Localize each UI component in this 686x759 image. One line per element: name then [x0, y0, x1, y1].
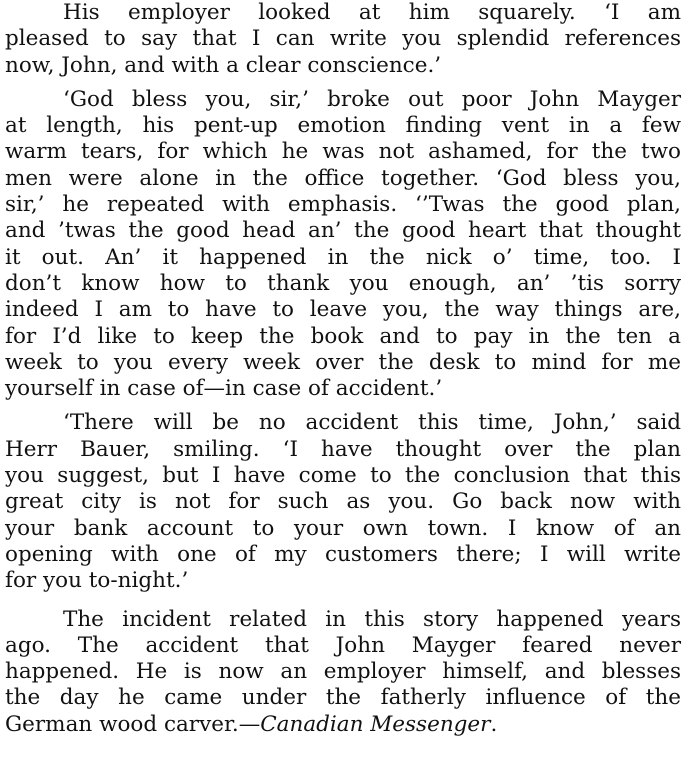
closing-punctuation: . — [490, 711, 498, 737]
text-line: for you to-night.’ — [5, 568, 189, 594]
text-line: your bank account to your own town. I know of an — [5, 515, 681, 541]
text-line: week to you every week over the desk to mind for me — [5, 349, 681, 375]
text-line: ‘There will be no accident this time, John,’ said — [63, 410, 681, 436]
text-line: The incident related in this story happened years — [63, 606, 681, 632]
text-line: now, John, and with a clear conscience.’ — [5, 52, 442, 78]
text-line: ago. The accident that John Mayger feared never — [5, 632, 681, 658]
text-line: His employer looked at him squarely. ‘I am — [63, 0, 681, 25]
text-line: sir,’ he repeated with emphasis. ‘’Twas the good plan, — [5, 192, 681, 218]
source-attribution: Canadian Messenger — [260, 711, 491, 737]
text-line: yourself in case of—in case of accident.’ — [5, 376, 443, 402]
story-page — [5, 0, 681, 738]
text-line: and ’twas the good head an’ the good heart that thought — [5, 218, 681, 244]
text-line: warm tears, for which he was not ashamed, for the two — [5, 139, 681, 165]
paragraph-2 — [5, 87, 681, 403]
paragraph-gap — [5, 402, 681, 410]
paragraph-4 — [5, 607, 681, 738]
text-line: ‘God bless you, sir,’ broke out poor John Mayger — [63, 86, 681, 112]
paragraph-gap — [5, 79, 681, 87]
text-line: great city is not for such as you. Go back now with — [5, 489, 681, 515]
paragraph-gap — [5, 595, 681, 607]
text-line: you suggest, but I have come to the conclusion that this — [5, 463, 681, 489]
text-line: don’t know how to thank you enough, an’ ’tis sorry — [5, 270, 681, 296]
text-line: it out. An’ it happened in the nick o’ time, too. I — [5, 244, 681, 270]
text-line: indeed I am to have to leave you, the way things are, — [5, 297, 681, 323]
text-line: for I’d like to keep the book and to pay in the ten a — [5, 323, 681, 349]
text-line: Herr Bauer, smiling. ‘I have thought over the plan — [5, 436, 681, 462]
text-line: at length, his pent-up emotion finding vent in a few — [5, 113, 681, 139]
text-line: happened. He is now an employer himself, and blesses — [5, 659, 681, 685]
closing-line — [5, 712, 681, 738]
paragraph-3 — [5, 410, 681, 594]
text-line: opening with one of my customers there; I will write — [5, 541, 681, 567]
closing-text: German wood carver.— — [5, 711, 261, 737]
text-line: men were alone in the office together. ‘God bless you, — [5, 165, 681, 191]
text-line: pleased to say that I can write you splendid references — [5, 26, 681, 52]
text-line: the day he came under the fatherly influence of the — [5, 685, 681, 711]
paragraph-1 — [5, 0, 681, 79]
